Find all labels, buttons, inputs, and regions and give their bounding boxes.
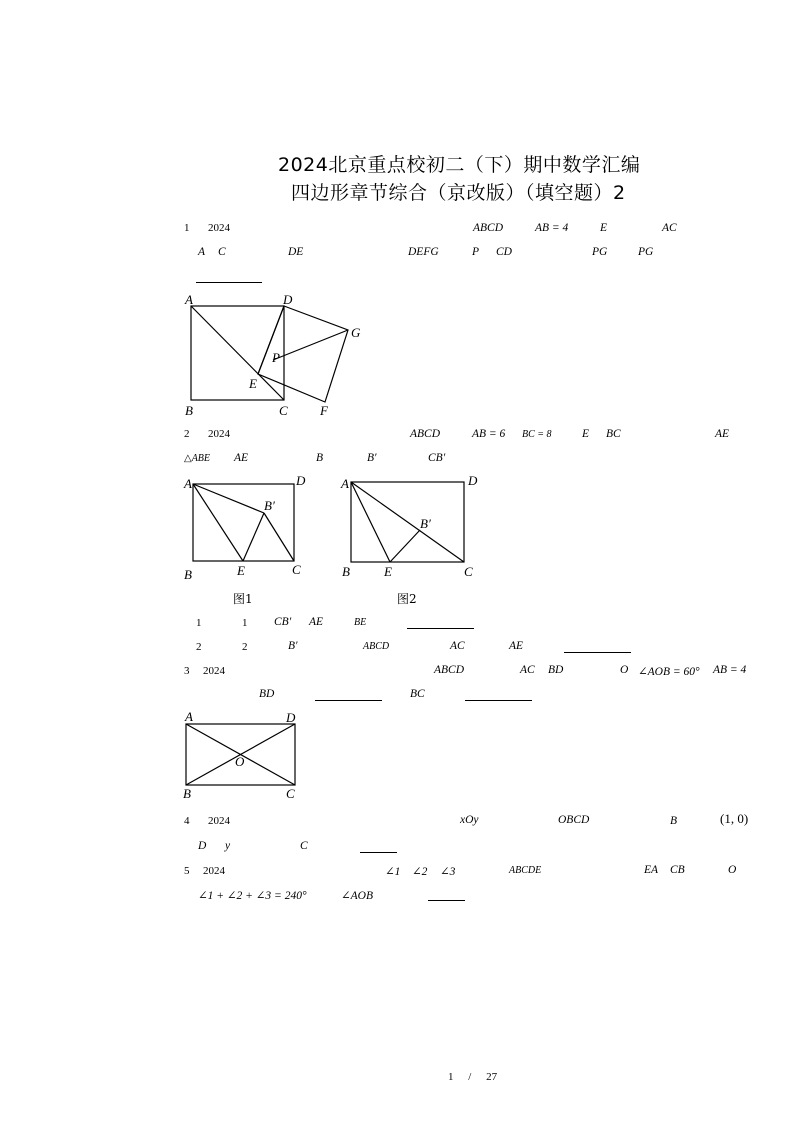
q3-label-B: B: [183, 786, 191, 801]
q2-fig1-label-C: C: [292, 562, 301, 577]
q3-text: AB = 4: [713, 664, 747, 676]
q4-text: xOy: [460, 814, 479, 826]
q3-label-D: D: [286, 710, 296, 725]
q1-text: C: [218, 246, 226, 258]
q1-text: P: [472, 246, 480, 258]
q3-figure: [180, 708, 306, 802]
q1-text: E: [600, 222, 608, 234]
q2-text: AB = 6: [472, 428, 506, 440]
q1-text: AB = 4: [535, 222, 569, 234]
q2-sub2-number: 2: [196, 641, 202, 653]
q2-fig1-label-D: D: [296, 473, 306, 488]
q4-text: (1, 0): [720, 811, 749, 826]
page-title-line1: 2024北京重点校初二（下）期中数学汇编: [278, 154, 641, 176]
q1-year: 2024: [208, 222, 230, 234]
page-separator: /: [468, 1071, 472, 1083]
q3-answer-blank-1[interactable]: [315, 700, 382, 701]
q2-fig2-label-C: C: [464, 564, 473, 579]
q2-fig2-label-D: D: [468, 473, 478, 488]
page-title-line2: 四边形章节综合（京改版）（填空题）2: [291, 182, 626, 204]
q2-fig2-label-Bp: B′: [420, 516, 431, 531]
q4-text: y: [225, 840, 231, 852]
q1-label-B: B: [185, 403, 193, 418]
q2-fig1-label-B: B: [184, 567, 192, 582]
q1-label-G: G: [351, 325, 361, 340]
q2-text: △ABE: [184, 453, 211, 464]
q1-label-D: D: [283, 292, 293, 307]
q4-text: C: [300, 840, 308, 852]
q3-text: ∠AOB = 60°: [638, 666, 700, 678]
q3-answer-blank-2[interactable]: [465, 700, 532, 701]
q1-figure: [180, 288, 370, 420]
q3-text: BD: [548, 664, 564, 676]
q2-sub2-text: ABCD: [363, 641, 390, 652]
q2-fig1-label-A: A: [184, 476, 192, 491]
q3-year: 2024: [203, 665, 225, 677]
q5-year: 2024: [203, 865, 225, 877]
q1-text: DEFG: [408, 246, 439, 258]
q1-text: DE: [288, 246, 304, 258]
q1-label-F: F: [320, 403, 328, 418]
q1-label-C: C: [279, 403, 288, 418]
q5-text: CB: [670, 864, 685, 876]
q2-sub1-text: CB′: [274, 616, 292, 628]
q4-text: D: [198, 840, 207, 852]
q5-text: ABCDE: [509, 865, 542, 876]
q4-number: 4: [184, 815, 190, 827]
q5-text: ∠1: [385, 866, 401, 878]
q3-text: BC: [410, 688, 425, 700]
q2-fig2-label-A: A: [341, 476, 349, 491]
q2-sub2-answer-blank[interactable]: [564, 652, 631, 653]
q1-text: ABCD: [473, 222, 504, 234]
q3-text: AC: [520, 664, 535, 676]
q1-number: 1: [184, 222, 190, 234]
q2-figure-2-caption: 图2: [397, 592, 417, 606]
q2-fig1-label-Bp: B′: [264, 498, 275, 513]
page-total: 27: [486, 1071, 498, 1083]
page-footer: [448, 1071, 497, 1083]
q2-text: E: [582, 428, 590, 440]
page-current: 1: [448, 1071, 454, 1083]
q2-text: BC = 8: [522, 429, 552, 440]
q2-text: ABCD: [410, 428, 441, 440]
q2-text: BC: [606, 428, 621, 440]
q1-label-E: E: [249, 376, 257, 391]
q2-sub1-text: AE: [309, 616, 324, 628]
q1-text: CD: [496, 246, 512, 258]
q3-number: 3: [184, 665, 190, 677]
q2-sub2-text: AE: [509, 640, 524, 652]
q2-fig2-label-E: E: [384, 564, 392, 579]
q5-number: 5: [184, 865, 190, 877]
q2-fig1-label-E: E: [237, 563, 245, 578]
q5-text: ∠2: [412, 866, 428, 878]
q2-figure-2: [336, 470, 486, 582]
q3-text: ABCD: [434, 664, 465, 676]
q2-text: B′: [367, 452, 377, 464]
q2-text: AE: [715, 428, 730, 440]
q1-text: PG: [592, 246, 608, 258]
q2-year: 2024: [208, 428, 230, 440]
q4-text: B: [670, 815, 678, 827]
q5-text: O: [728, 864, 737, 876]
q1-label-A: A: [185, 292, 193, 307]
q2-sub2-text: B′: [288, 640, 298, 652]
q2-sub2-text: AC: [450, 640, 465, 652]
q4-text: OBCD: [558, 814, 590, 826]
q2-sub1-answer-blank[interactable]: [407, 628, 474, 629]
q2-sub1-figure-ref: 1: [242, 617, 248, 629]
q2-text: AE: [234, 452, 249, 464]
q2-figure-1-caption: 图1: [233, 592, 253, 606]
q1-label-P: P: [272, 350, 280, 365]
q2-text: CB′: [428, 452, 446, 464]
q3-label-A: A: [185, 709, 193, 724]
q2-fig2-label-B: B: [342, 564, 350, 579]
q3-text: BD: [259, 688, 275, 700]
q5-text: EA: [644, 864, 659, 876]
q5-text: ∠1 + ∠2 + ∠3 = 240°: [198, 890, 307, 902]
q2-sub1-number: 1: [196, 617, 202, 629]
q3-label-C: C: [286, 786, 295, 801]
q5-text: ∠3: [440, 866, 456, 878]
q2-figure-1: [180, 470, 320, 582]
q1-text: A: [198, 246, 206, 258]
q2-number: 2: [184, 428, 190, 440]
q1-text: PG: [638, 246, 654, 258]
q3-text: O: [620, 664, 629, 676]
q4-year: 2024: [208, 815, 230, 827]
q1-answer-blank[interactable]: [196, 282, 262, 283]
q5-answer-blank[interactable]: [428, 900, 465, 901]
q2-sub2-figure-ref: 2: [242, 641, 248, 653]
q2-text: B: [316, 452, 324, 464]
q4-answer-blank[interactable]: [360, 852, 397, 853]
q2-sub1-text: BE: [354, 617, 367, 628]
q3-label-O: O: [235, 754, 245, 769]
q5-text: ∠AOB: [341, 890, 373, 902]
q1-text: AC: [662, 222, 677, 234]
